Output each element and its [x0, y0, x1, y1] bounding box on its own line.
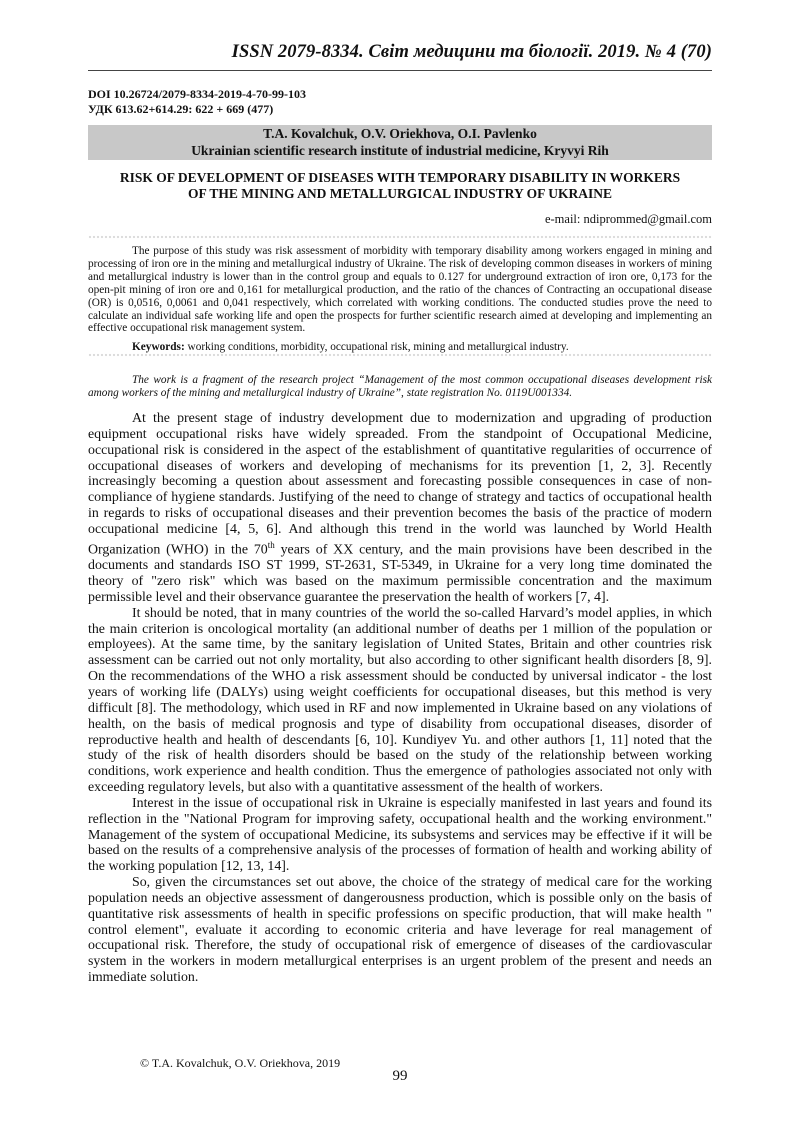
contact-email: e-mail: ndiprommed@gmail.com [544, 212, 712, 226]
author-names: T.A. Kovalchuk, O.V. Oriekhova, O.I. Pavlenko [263, 126, 537, 141]
paragraph-3: Interest in the issue of occupational risk in Ukraine is especially manifested in last years and found its reflection in the "National Program for improving safety, occupational health and the working environment." Management of the system of occupational Medicine, its subsystems and services may be effective if it will be based on the results of a comprehensive analysis of the processes of formation of health and working ability of the working population [12, 13, 14]. [88, 795, 712, 875]
doi-line: DOI 10.26724/2079-8334-2019-4-70-99-103 [88, 87, 306, 101]
project-fragment-note: The work is a fragment of the research project “Management of the most common occupational diseases development risk among workers of the mining and metallurgical industry of Ukraine”, state registration No. 0119U001334. [88, 374, 712, 399]
title-line-2: OF THE MINING AND METALLURGICAL INDUSTRY OF UKRAINE [188, 186, 612, 201]
abstract-divider-bottom [88, 353, 712, 357]
paragraph-2: It should be noted, that in many countries of the world the so-called Harvard’s model applies, in which the main criterion is oncological mortality (an additional number of deaths per 1 million of the population or employees). At the same time, by the sanitary legislation of United States, Britain and other countries risk assessment can be carried out not only mortality, but also according to other significant health disorders [8, 9]. On the recommendations of the WHO a risk assessment should be conducted by universal indicator - the lost years of working life (DALYs) using weight coefficients for occupational diseases, but this method is very difficult [8]. The methodology, which used in RF and now implemented in Ukraine based on any violations of health, on the basis of medical prognosis and type of disability from occupational diseases, disorder of reproductive health and health of descendants [6, 10]. Kundiyev Yu. and other authors [1, 11] noted that the study of the risk of health disorders should be based on the study of the relationship between working conditions, work experience and health condition. Thus the emergence of pathologies associated not only with exceeding regulatory levels, but also with a quantitative assessment of the health of workers. [88, 605, 712, 796]
paragraph-1-part-b: years of XX century, and the main provisions have been described in the documents and standards ISO ST 1999, ST-2631, ST-5349, in Ukraine for a very long time dominated the theory of "zero risk" which was based on the maximum permissible concentration and the maximum permissible level and their observance guarantee the preservation the health of workers [7, 4]. [88, 542, 712, 605]
paragraph-4: So, given the circumstances set out above, the choice of the strategy of medical care for the working population needs an objective assessment of dangerousness production, which is possible only on the basis of quantitative risk assessments of health in specific professions on specific production, that will make health " control element", evaluate it according to economic criteria and have leverage for real management of occupational risk. Therefore, the study of occupational risk of emergence of diseases of the cardiovascular system in the workers in modern metallurgical enterprises is an urgent problem of the present and needs an immediate solution. [88, 875, 712, 986]
paragraph-1 [88, 411, 712, 606]
journal-header: ISSN 2079-8334. Світ медицини та біології. 2019. № 4 (70) [231, 42, 712, 62]
keywords-list: working conditions, morbidity, occupational risk, mining and metallurgical industry. [187, 341, 569, 353]
page-number: 99 [392, 1068, 408, 1084]
copyright-line: © T.A. Kovalchuk, O.V. Oriekhova, 2019 [140, 1056, 341, 1070]
authors-box [88, 125, 712, 160]
article-body [88, 411, 712, 986]
title-line-1: RISK OF DEVELOPMENT OF DISEASES WITH TEMPORARY DISABILITY IN WORKERS [119, 170, 681, 185]
paper-title [88, 170, 712, 202]
doi-block [88, 87, 306, 117]
header-rule [88, 70, 712, 71]
keywords-label: Keywords: [132, 341, 185, 353]
abstract-text: The purpose of this study was risk assessment of morbidity with temporary disability among workers engaged in mining and processing of iron ore in the mining and metallurgical industry of Ukraine. The risk of developing common diseases in workers of mining and metallurgical industry is lower than in the control group and equals to 0.127 for underground extraction of iron ore, 0,173 for the open-pit mining of iron ore and 0,161 for metallurgical production, and the ratio of the chances of Contracting an occupational disease (OR) is 0,0516, 0,0061 and 0,041 respectively, which correlated with working conditions. The conducted studies prove the need to calculate an individual safe working life and open the prospects for further scientific research aimed at developing and implementing an effective occupational risk management system. [88, 245, 712, 335]
paragraph-1-part-a: At the present stage of industry development due to modernization and upgrading of production equipment occupational risks have widely spreaded. From the standpoint of Occupational Medicine, occupational risk is considered in the aspect of the establishment of quantitative regularities of occurrence of occupational diseases of workers and developing of mechanisms for its prevention [1, 2, 3]. Recently increasingly becoming a question about assessment and forecasting possible consequences in case of non-compliance of hygiene standards. Justifying of the need to change of strategy and tactics of occupational health in regards to risks of occupational diseases and their prevention becomes the basis of the practice of modern occupational medicine [4, 5, 6]. And although this trend in the world was launched by World Health Organization (WHO) in the 70 [88, 411, 712, 558]
abstract-divider-top [88, 235, 712, 239]
author-affiliation: Ukrainian scientific research institute of industrial medicine, Kryvyi Rih [191, 142, 609, 158]
superscript-th: th [267, 539, 275, 550]
udk-line: УДК 613.62+614.29: 622 + 669 (477) [88, 102, 274, 116]
